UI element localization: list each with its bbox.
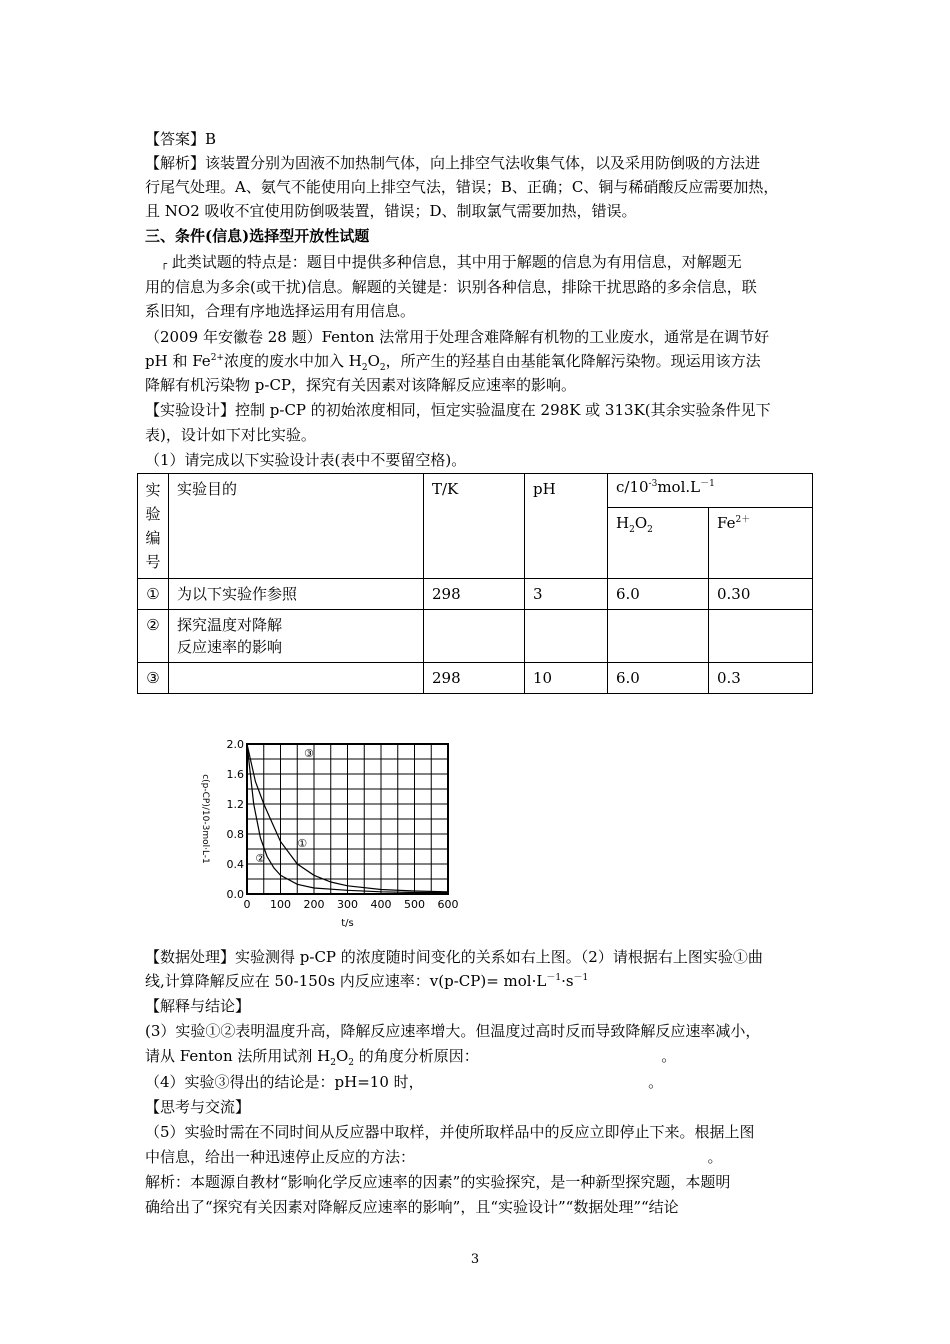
problem-text-2b: 浓度的废水中加入 H [223,352,362,370]
intro-marker: ┌ [161,259,168,270]
rate-sup-2: －1 [573,973,589,983]
conc-sup: -3 [648,479,658,489]
concentration-time-chart [195,718,465,928]
header-temperature: T/K [424,474,525,579]
fe-superscript: 2+ [210,353,224,363]
row-temperature: 298 [424,663,525,694]
header-concentration [608,474,813,508]
table-row [138,579,813,610]
row-temperature: 298 [424,579,525,610]
header-number-char: 实 [145,481,161,499]
question-5-line-1: （5）实验时需在不同时间从反应器中取样，并使所取样品中的反应立即停止下来。根据上图 [145,1123,755,1141]
h2o2-s1: 2 [629,525,635,535]
x-tick-label: 400 [370,898,392,911]
analysis-text-1: 该装置分别为固液不加热制气体，向上排空气法收集气体，以及采用防倒吸的方法进 [205,154,761,172]
header-purpose: 实验目的 [169,474,424,579]
fe-sup: 2＋ [735,515,751,525]
explain-heading: 【解释与结论】 [145,997,251,1015]
row-fe: 0.3 [709,663,813,694]
q3-text-b: O [335,1047,349,1065]
table-row [138,663,813,694]
y-tick-label: 0.0 [226,888,244,901]
x-tick-label: 500 [404,898,425,911]
row-h2o2 [608,610,709,663]
row-ph: 10 [525,663,608,694]
header-number-char: 验 [145,505,161,523]
q3-text-c: 的角度分析原因： [354,1047,472,1065]
row-purpose [169,610,424,663]
q3-sub-1: 2 [330,1058,336,1068]
design-line-2: 表)，设计如下对比实验。 [145,426,316,444]
y-tick-label: 0.8 [226,828,244,841]
intro-line-2: 用的信息为多余(或干扰)信息。解题的关键是：识别各种信息，排除干扰思路的多余信息，联 [145,278,757,296]
row-h2o2: 6.0 [608,579,709,610]
curve-label: ③ [303,747,314,760]
q3-end-mark: 。 [661,1047,677,1065]
question-3-line-1: (3）实验①②表明温度升高，降解反应速率增大。但温度过高时反而导致降解反应速率减小， [145,1022,761,1040]
row-number: ② [138,610,169,663]
answer-line: 【答案】B [145,130,217,148]
row-fe: 0.30 [709,579,813,610]
intro-text-1: 此类试题的特点是：题目中提供多种信息，其中用于解题的信息为有用信息，对解题无 [167,253,742,271]
q4-text: （4）实验③得出的结论是：pH=10 时， [145,1073,417,1091]
row-ph [525,610,608,663]
analysis-line-2: 行尾气处理。A、氨气不能使用向上排空气法，错误；B、正确；C、铜与稀硝酸反应需要加热， [145,178,779,196]
analysis-line-1 [145,152,760,174]
header-fe [709,508,813,579]
row-temperature [424,610,525,663]
header-number-char: 号 [145,553,161,571]
question-4 [145,1071,663,1093]
experiment-table [137,473,813,694]
h2o2-sub-1: 2 [361,363,368,373]
problem-text-2a: pH 和 Fe [145,352,211,370]
x-tick-label: 0 [243,898,251,911]
x-tick-label: 300 [337,898,358,911]
x-tick-label: 600 [437,898,459,911]
question-1: （1）请完成以下实验设计表(表中不要留空格)。 [145,451,467,469]
conc-text-a: c/10 [616,478,649,496]
conc-sup-2: －1 [700,479,715,489]
row-fe [709,610,813,663]
rate-sup-1: －1 [546,973,562,983]
curve-label: ① [297,837,308,850]
row-ph: 3 [525,579,608,610]
question-5-line-2 [145,1146,723,1168]
curve-label: ② [255,852,266,865]
h2o2-b: O [634,514,648,532]
row-purpose: 为以下实验作参照 [169,579,424,610]
q5-text: 中信息，给出一种迅速停止反应的方法： [145,1148,408,1166]
problem-line-2 [145,350,761,372]
section-heading: 三、条件(信息)选择型开放性试题 [145,227,370,245]
x-tick-label: 100 [270,898,291,911]
problem-text-2c: O [367,352,380,370]
final-analysis-line-2: 确给出了“探究有关因素对降解反应速率的影响”，且“实验设计”“数据处理”“结论 [145,1198,679,1216]
table-header-row [138,474,813,508]
data-processing-text-1: 实验测得 p-CP 的浓度随时间变化的关系如右上图。（2）请根据右上图实验①曲 [235,948,763,966]
h2o2-a: H [616,514,630,532]
row-purpose [169,663,424,694]
header-h2o2 [608,508,709,579]
row-purpose-line-1: 探究温度对降解 [177,616,283,634]
analysis-label: 【解析】 [145,154,206,172]
intro-line-1 [145,251,742,276]
analysis-line-3: 且 NO2 吸收不宜使用防倒吸装置，错误；D、制取氯气需要加热，错误。 [145,202,637,220]
header-ph: pH [525,474,608,579]
think-heading: 【思考与交流】 [145,1098,251,1116]
data-processing-line-2 [145,970,588,992]
y-tick-label: 1.2 [226,798,244,811]
row-number: ① [138,579,169,610]
y-tick-label: 0.4 [226,858,244,871]
q4-end-mark: 。 [648,1073,664,1091]
header-number-char: 编 [145,529,161,547]
q3-sub-2: 2 [348,1058,355,1068]
final-analysis-line-1: 解析：本题源自教材“影响化学反应速率的因素”的实验探究，是一种新型探究题，本题明 [145,1173,731,1191]
row-number: ③ [138,663,169,694]
problem-line-1: （2009 年安徽卷 28 题）Fenton 法常用于处理含难降解有机物的工业废水，通常是在调节好 [145,328,770,346]
rate-text-b: ·s [561,972,574,990]
x-axis-label: t/s [341,918,354,928]
problem-text-2d: ，所产生的羟基自由基能氧化降解污染物。现运用该方法 [385,352,761,370]
y-tick-label: 2.0 [226,738,244,751]
design-text-1: 控制 p-CP 的初始浓度相同，恒定实验温度在 298K 或 313K(其余实验条件见下 [235,401,771,419]
q5-end-mark: 。 [707,1148,723,1166]
page-number: 3 [470,1252,480,1267]
rate-text-a: 线,计算降解反应在 50-150s 内反应速率：v(p-CP)= mol·L [145,972,547,990]
q3-text-a: 请从 Fenton 法所用试剂 H [145,1047,331,1065]
fe-text: Fe [717,514,736,532]
h2o2-sub-2: 2 [379,363,386,373]
header-number [138,474,169,579]
design-label: 【实验设计】 [145,401,236,419]
h2o2-s2: 2 [647,525,653,535]
question-3-line-2 [145,1045,676,1067]
problem-line-3: 降解有机污染物 p-CP，探究有关因素对该降解反应速率的影响。 [145,376,577,394]
y-tick-label: 1.6 [226,768,244,781]
row-purpose-line-2: 反应速率的影响 [177,638,283,656]
row-h2o2: 6.0 [608,663,709,694]
y-axis-label: c(p-CP)/10-3mol·L-1 [200,774,210,864]
x-tick-label: 200 [303,898,325,911]
conc-text-b: mol.L [657,478,701,496]
data-processing-label: 【数据处理】 [145,948,236,966]
intro-line-3: 系旧知，合理有序地选择运用有用信息。 [145,302,416,320]
design-line-1 [145,399,771,421]
table-row [138,610,813,663]
data-processing-line-1 [145,946,763,968]
